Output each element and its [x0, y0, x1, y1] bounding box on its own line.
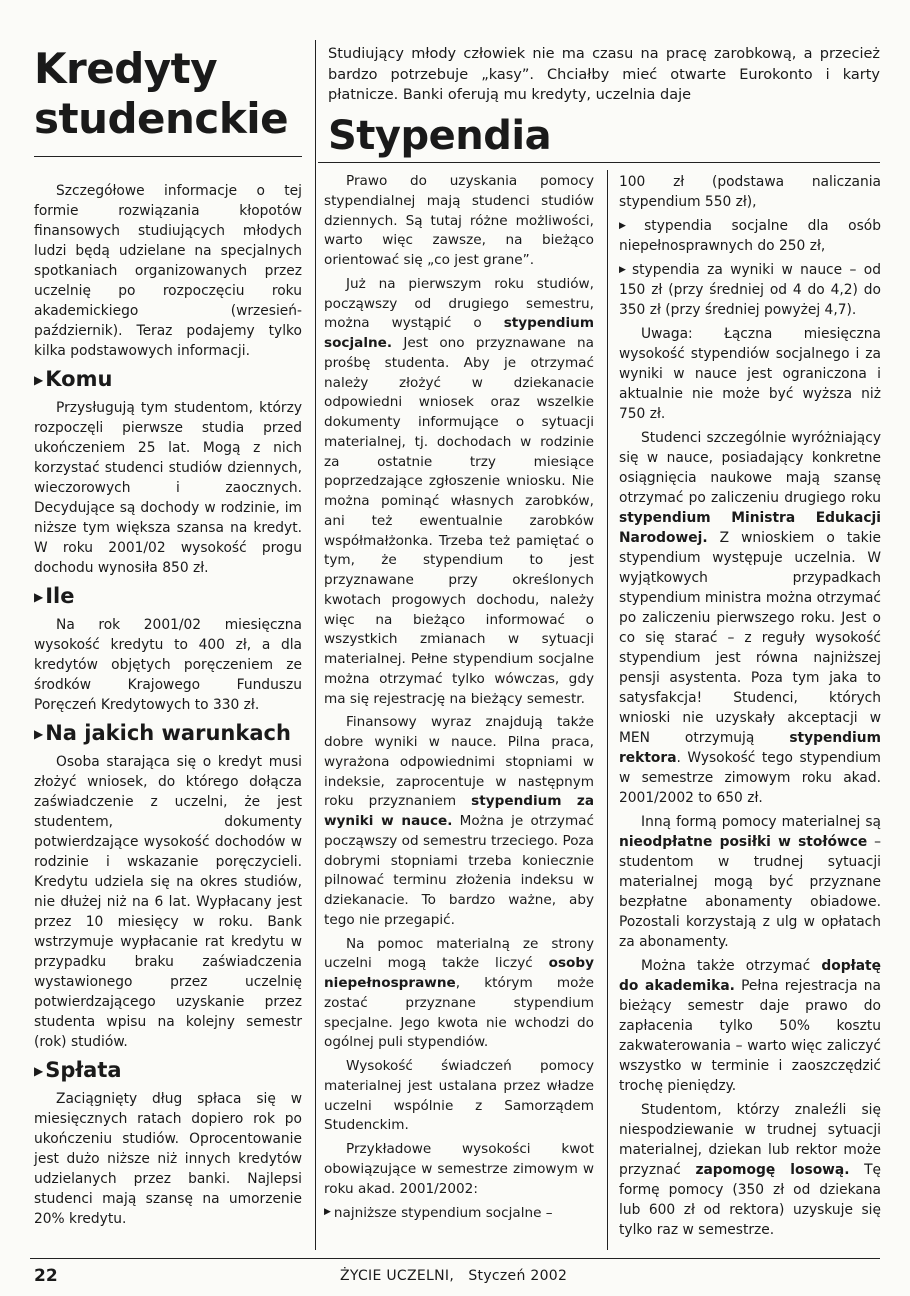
- term-stypendium-ministra: stypendium Ministra Edukacji Narodowej.: [619, 510, 881, 546]
- column-divider-right: [607, 170, 608, 1250]
- right-paragraph-0: 100 zł (podstawa naliczania stypendium 550 zł),: [619, 174, 881, 210]
- heading-komu: ▶Komu: [34, 367, 113, 391]
- bullet-icon: ▶: [619, 265, 629, 275]
- heading-splata: ▶Spłata: [34, 1058, 122, 1082]
- term-stypendium-wyniki: stypendium za wyniki w nauce.: [324, 793, 594, 829]
- column-divider-left: [315, 40, 316, 1250]
- arrow-icon: ▶: [34, 590, 44, 604]
- paragraph-warunki: Osoba starająca się o kredyt musi złożyć wniosek, do którego dołącza zaświadczenie z uczelni, że jest studentem, dokumenty potwierdzające wysokość dochodów w rodzinie i wskazanie poręczycieli. Kredytu udziela się na okres studiów, nie dłużej niż na 6 lat. Wypłacany jest przez 10 miesięcy w roku. Bank wstrzymuje wypłacanie rat kredytu w przypadku braku zaświadczenia wystawionego przez uczelnię potwierdzającego uzyskanie przez studenta wpisu na kolejny semestr (rok) studiów.: [34, 754, 302, 1050]
- heading-warunki: ▶Na jakich warunkach: [34, 721, 291, 745]
- left-title-rule: [34, 156, 302, 157]
- arrow-icon: ▶: [34, 727, 44, 741]
- bullet-icon: ▶: [619, 221, 642, 231]
- footer-rule: [30, 1258, 880, 1259]
- left-intro: Szczegółowe informacje o tej formie rozwiązania kłopotów finansowych studiujących młodych ludzi będą udzielane na specjalnych spotkaniach organizowanych przez uczelnię po rozpoczęciu roku akademickiego (wrzesień-październik). Teraz podajemy tylko kilka podstawowych informacji.: [34, 183, 302, 359]
- left-title-line2: studenckie: [34, 94, 289, 143]
- right-column: [619, 172, 881, 1244]
- lead-paragraph: Studiujący młody człowiek nie ma czasu na pracę zarobkową, a przecież bardzo potrzebuje „kasy”. Chciałby mieć otwarte Eurokonto i karty płatnicze. Banki oferują mu kredyty, uczelnia daje: [328, 46, 880, 103]
- left-title: [34, 44, 302, 144]
- term-niepelnosprawne: osoby niepełnosprawne: [324, 955, 594, 991]
- stypendia-title-rule: [318, 162, 880, 163]
- left-column: [34, 44, 302, 1233]
- journal-footer: ŻYCIE UCZELNI, Styczeń 2002: [340, 1268, 568, 1284]
- right-paragraph-ministra: Studenci szczególnie wyróżniający się w nauce, posiadający konkretne osiągnięcia naukowe mają szansę otrzymać po zaliczeniu drugiego roku stypendium Ministra Edukacji Narodowej. Z wnioskiem o takie stypendium występuje uczelnia. W wyjątkowych przypadkach stypendium ministra można otrzymać po zaliczeniu pierwszego roku. Jest o co się starać – z reguły wysokość stypendium jest równa najniższej pensji asystenta. Poza tym jaka to satysfakcja! Studenci, których wnioski nie uzyskały akceptacji w MEN otrzymują stypendium rektora. Wysokość tego stypendium w semestrze zimowym roku akad. 2001/2002 to 650 zł.: [619, 430, 881, 806]
- arrow-icon: ▶: [34, 1064, 44, 1078]
- arrow-icon: ▶: [34, 373, 44, 387]
- mid-paragraph-1: Prawo do uzyskania pomocy stypendialnej mają studenci studiów dziennych. Są tutaj różne możliwości, warto więc zawsze, na bieżąco orientować się „co jest grane”.: [324, 173, 594, 268]
- mid-paragraph-4: Na pomoc materialną ze strony uczelni mogą także liczyć osoby niepełnosprawne, którym może zostać przyznane stypendium specjalne. Jego kwota nie wchodzi do ogólnej puli stypendiów.: [324, 935, 594, 1051]
- term-doplata: dopłatę do akademika.: [619, 958, 881, 994]
- right-paragraph-zapomoga: Studentom, którzy znaleźli się niespodziewanie w trudnej sytuacji materialnej, dziekan lub rektor może przyznać zapomogę losową. Tę formę pomocy (350 zł od dziekana lub 600 zł od rektora) uzyskuje się tylko raz w semestrze.: [619, 1102, 881, 1238]
- right-paragraph-doplata: Można także otrzymać dopłatę do akademika. Pełna rejestracja na bieżący semestr daje prawo do zapłacenia tylko 50% kosztu zakwaterowania – warto więc zaliczyć wszystko w terminie i zaoszczędzić trochę pieniędzy.: [619, 958, 881, 1094]
- term-posilki: nieodpłatne posiłki w stołówce: [619, 834, 868, 850]
- mid-paragraph-2: Już na pierwszym roku studiów, począwszy od drugiego semestru, można wystąpić o stypendium socjalne. Jest ono przyznawane na prośbę studenta. Aby je otrzymać należy złożyć w dziekanacie odpowiedni wniosek oraz wszelkie dokumenty informujące o sytuacji materialnej, tj. dochodach w rodzinie za ostatnie trzy miesiące poprzedzające zgłoszenie wniosku. Nie można pominąć własnych zarobków, ani też ewentualnie zarobków współmałżonka. Trzeba też pamiętać o tym, że stypendium to jest przyznawane przy określonych kwotach progowych dochodu, należy więc na bieżąco informować o wszystkich zmianach w sytuacji materialnej. Pełne stypendium socjalne można otrzymać tylko wówczas, gdy ma się rejestrację na bieżący semestr.: [324, 275, 594, 707]
- top-lead-block: [328, 44, 880, 160]
- paragraph-komu: Przysługują tym studentom, którzy rozpoczęli pierwsze studia przed ukończeniem 25 lat. Mogą z nich korzystać studenci studiów dziennych, wieczorowych i zaocznych. Decydujące są dochody w rodzinie, im niższe tym większa szansa na kredyt. W roku 2001/02 wysokość progu dochodu wynosiła 850 zł.: [34, 400, 302, 576]
- paragraph-ile: Na rok 2001/02 miesięczna wysokość kredytu to 400 zł, a dla kredytów objętych poręczeniem ze środków Krajowego Funduszu Poręczeń Kredytowych to 330 zł.: [34, 617, 302, 713]
- page-number: 22: [34, 1266, 58, 1286]
- mid-paragraph-3: Finansowy wyraz znajdują także dobre wyniki w nauce. Pilna praca, wyrażona odpowiednimi stopniami w indeksie, zaprocentuje w następnym roku przyznaniem stypendium za wyniki w nauce. Można je otrzymać począwszy od semestru trzeciego. Poza dobrymi stopniami trzeba koniecznie pilnować terminu złożenia indeksu w dziekanacie. To bardzo ważne, aby tego nie przegapić.: [324, 714, 594, 928]
- bullet-item-3: ▶ stypendia za wyniki w nauce – od 150 zł (przy średniej od 4 do 4,2) do 350 zł (przy średniej powyżej 4,7).: [619, 262, 882, 318]
- left-title-line1: Kredyty: [34, 44, 218, 93]
- right-paragraph-uwaga: Uwaga: Łączna miesięczna wysokość stypendiów socjalnego i za wyniki w nauce jest ograniczona i aktualnie nie może być wyższa niż 750 zł.: [619, 326, 881, 422]
- term-zapomoga: zapomogę losową.: [695, 1162, 850, 1178]
- right-paragraph-posilki: Inną formą pomocy materialnej są nieodpłatne posiłki w stołówce – studentom w trudnej sytuacji materialnej mogą być przyznane bezpłatne abonamenty obiadowe. Pozostali korzystają z ulg w opłatach za abonamenty.: [619, 814, 881, 950]
- bullet-icon: ▶: [324, 1207, 331, 1218]
- mid-paragraph-6: Przykładowe wysokości kwot obowiązujące w semestrze zimowym w roku akad. 2001/2002:: [324, 1141, 594, 1197]
- term-stypendium-rektora: stypendium rektora: [619, 730, 881, 766]
- bullet-item-1: ▶ najniższe stypendium socjalne –: [324, 1205, 553, 1222]
- term-stypendium-socjalne: stypendium socjalne.: [324, 315, 594, 351]
- mid-paragraph-5: Wysokość świadczeń pomocy materialnej jest ustalana przez władze uczelni wspólnie z Samorządem Studenckim.: [324, 1058, 594, 1134]
- bullet-item-2: ▶ stypendia socjalne dla osób niepełnosprawnych do 250 zł,: [619, 218, 881, 254]
- stypendia-title: Stypendia: [328, 112, 552, 159]
- heading-ile: ▶Ile: [34, 584, 75, 608]
- middle-column: [324, 172, 594, 1228]
- paragraph-splata: Zaciągnięty dług spłaca się w miesięcznych ratach dopiero rok po ukończeniu studiów. Oprocentowanie jest dużo niższe niż innych kredytów udzielanych przez banki. Najlepsi studenci mają szansę na umorzenie 20% kredytu.: [34, 1091, 302, 1227]
